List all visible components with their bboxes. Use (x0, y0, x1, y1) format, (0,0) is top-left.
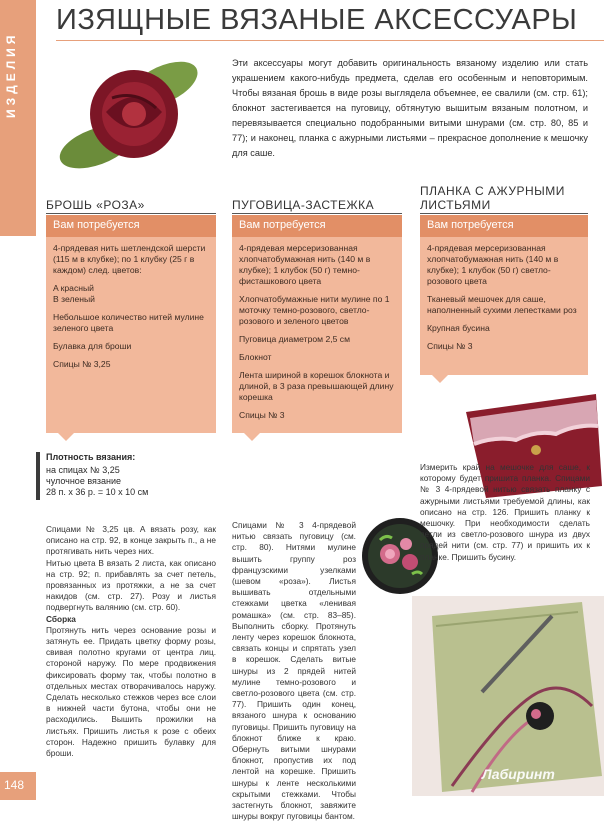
materials-box-rose-brooch (46, 215, 216, 433)
instructions-rose-brooch (46, 524, 216, 759)
material-item: Небольшое количество нитей мулине зеленого цвета (53, 312, 204, 333)
material-item: 4-прядевая нить шетлендской шерсти (115 м в клубке); по 1 клубку (25 г в каждом) след. цветов: (53, 243, 206, 275)
material-item: Лента шириной в корешок блокнота и длиной, в 3 раза превышающей длину корешка (239, 370, 394, 402)
material-item: 4-прядевая мерсеризованная хлопчатобумажная нить (140 м в клубке); 1 клубок (50 г) светло-розового цвета (427, 243, 559, 286)
material-item: Булавка для броши (53, 341, 132, 351)
section-title-lace-edging: ПЛАНКА С АЖУРНЫМИ ЛИСТЬЯМИ (420, 184, 565, 212)
section-rule (420, 213, 588, 214)
gauge-line: на спицах № 3,25 (46, 465, 120, 475)
rose-brooch-image (46, 52, 216, 172)
material-item: Крупная бусина (427, 323, 490, 333)
instructions-button-clasp-top (232, 520, 356, 822)
material-item: Спицы № 3 (427, 341, 473, 351)
side-tab-label: ИЗДЕЛИЯ (4, 31, 18, 118)
section-side-tab (0, 0, 36, 236)
material-item: Хлопчатобумажные нити мулине по 1 моточку темно-розового, светло-розового и зеленого цветов (239, 294, 390, 326)
materials-box-lace-edging (420, 215, 588, 375)
gauge-title: Плотность вязания: (46, 452, 136, 462)
gauge-line: 28 п. x 36 р. = 10 x 10 см (46, 487, 149, 497)
material-item: A красный (53, 283, 94, 293)
materials-heading: Вам потребуется (420, 215, 588, 237)
instructions-lace-edging (420, 462, 590, 563)
material-item: Спицы № 3,25 (53, 359, 111, 369)
material-item: Тканевый мешочек для саше, наполненный сухими лепестками роз (427, 294, 577, 315)
material-item: Блокнот (239, 352, 272, 362)
title-rule (56, 40, 604, 41)
watermark-text: Лабиринт (482, 766, 555, 782)
section-rule (46, 213, 216, 214)
materials-box-button-clasp (232, 215, 402, 433)
box-pointer (432, 375, 448, 383)
gauge-accent-bar (36, 452, 40, 500)
section-rule (232, 213, 402, 214)
material-item: B зеленый (53, 294, 95, 304)
box-pointer (244, 433, 260, 441)
section-title-rose-brooch: БРОШЬ «РОЗА» (46, 198, 145, 212)
gauge-info (46, 452, 212, 498)
gauge-line: чулочное вязание (46, 476, 122, 486)
material-item: Пуговица диаметром 2,5 см (239, 334, 350, 344)
instruction-paragraph: Измерить край на мешочке для саше, к которому будет пришита планка. Спицами № 3 4-прядевой нитью связать планку с ажурными листьями требуемой длины, как описано на стр. 126. Пришить планку к мешочку. При необходимости сделать петли из светло-розового шнура из двух прядей нити (см. стр. 77) и пришить их к планке. Пришить бусину. (420, 462, 590, 562)
page-number: 148 (0, 772, 36, 800)
materials-heading: Вам потребуется (46, 215, 216, 237)
instruction-paragraph: Нитью цвета В вязать 2 листа, как описано на стр. 92; п. прибавлять за счет петель, провязанных из протяжки, а не за счет накидов (см. стр. 27). Розу и листья подвергнуть валянию (см. стр. 60). (46, 557, 216, 613)
page-title: ИЗЯЩНЫЕ ВЯЗАНЫЕ АКСЕССУАРЫ (56, 4, 578, 36)
material-item: Спицы № 3 (239, 410, 285, 420)
intro-text: Эти аксессуары могут добавить оригинальность вязаному изделию или стать украшением какого-нибудь предмета, сделав его особенным и неповторимым. Чтобы вязаная брошь в виде розы выглядела объемнее, ее свалили (см. стр. 61); блокнот застегивается на пуговицу, обтянутую вышитым вязаным полотном, и перевязывается специально подобранными витыми шнурами (см. стр. 80, 85 и 77); и наконец, планка с ажурными листьями – прекрасное дополнение к мешочку для саше. (232, 58, 588, 158)
materials-heading: Вам потребуется (232, 215, 402, 237)
instruction-paragraph: Спицами № 3,25 цв. А вязать розу, как описано на стр. 92, в конце закрыть п., а не протягивать нить через них. (46, 524, 216, 557)
section-title-button-clasp: ПУГОВИЦА-ЗАСТЕЖКА (232, 198, 375, 212)
instruction-paragraph: Протянуть нить через основание розы и затянуть ее. Придать цветку форму розы, свивая полотно кругами от центра лиц. стороной наружу. По мере продвижения фиксировать форму так, чтобы полотно в отдельных местах отворачивалось наружу. Сделать несколько стежков через все слои в нижней части бутона, чтобы они не расходились. Вышить прожилки на листьях. Пришить листья к розе с обеих сторон. Надежно пришить булавку для броши. (46, 624, 216, 759)
material-item: 4-прядевая мерсеризованная хлопчатобумажная нить (140 м в клубке); 1 клубок (50 г) темно-фисташкового цвета (239, 243, 371, 286)
assembly-subheading: Сборка (46, 613, 76, 624)
box-pointer (58, 433, 74, 441)
instruction-paragraph: Спицами № 3 4-прядевой нитью связать пуговицу (см. стр. 80). Нитями мулине вышить группу роз французскими узелками (шевом «роза»). Листья вышивать отдельными стежками цветка «ленивая ромашка» (см. стр. 83–85). Выполнить сборку. Протянуть ленту через корешок блокнота, связать концы и спрятать узел в корешок. Сделать витые шнуры из 2 прядей нитей мулине темно-розового и светло-розового цвета (см. стр. 77). Пришить один конец, вязаного шнура к основанию пуговицы. Пришить пуговицу на блокнот ближе к краю. Обернуть витыми шнурами блокнот, пропустив их под лентой на корешке. Пришить шнуры к ленте несколькими скрытыми стежками. Чтобы застегнуть блокнот, завяжите шнуры вокруг пуговицы бантом. (232, 520, 356, 822)
